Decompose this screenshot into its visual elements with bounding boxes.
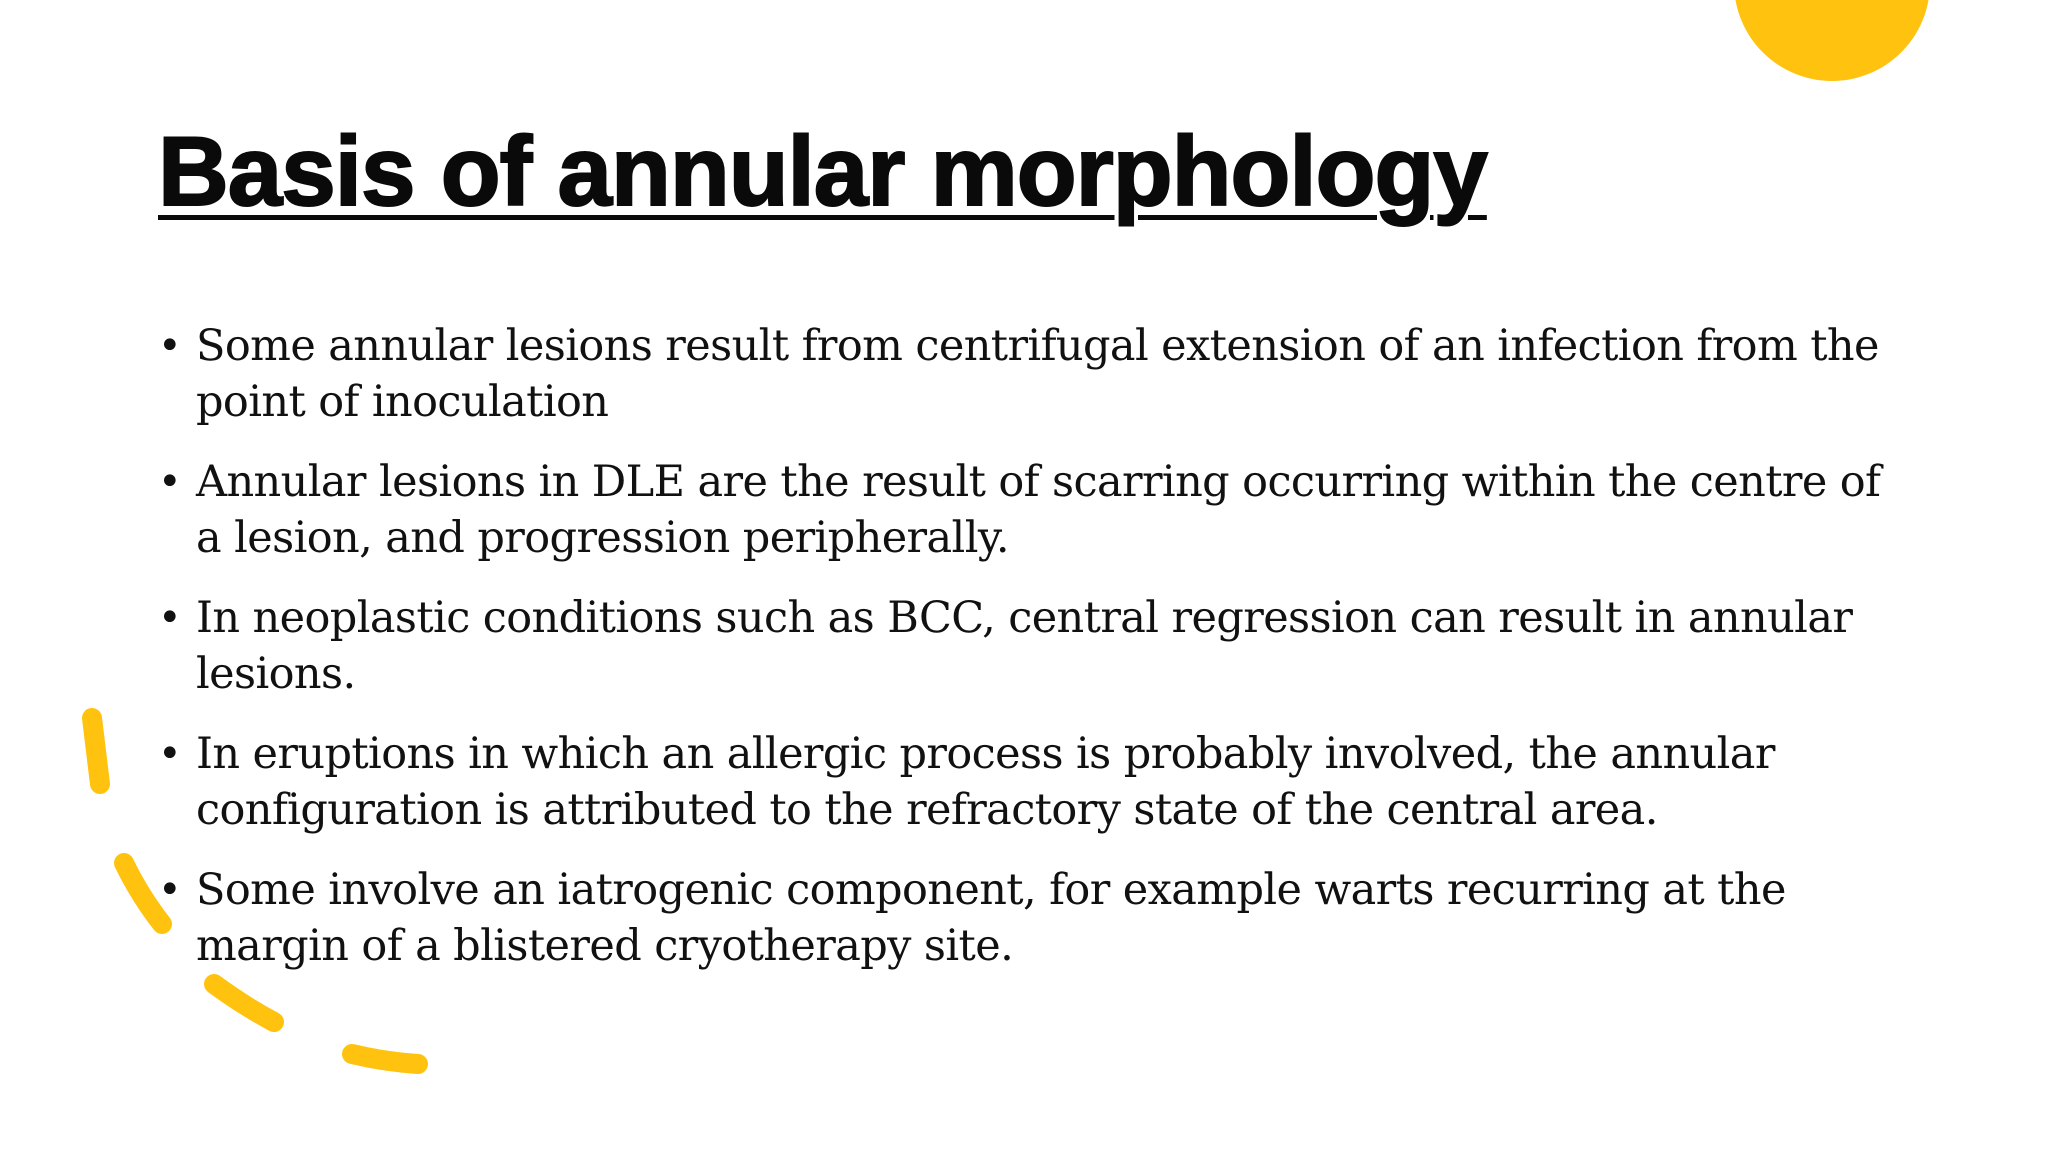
bullet-item — [158, 862, 1918, 974]
bullet-text: In eruptions in which an allergic process is probably involved, the annular configuration is attributed to the refractory state of the central area. — [196, 729, 1775, 835]
bullet-item — [158, 454, 1918, 566]
bullet-text: Annular lesions in DLE are the result of scarring occurring within the centre of a lesion, and progression peripherally. — [196, 457, 1881, 563]
bullet-icon: • — [158, 459, 181, 505]
bullet-text: Some annular lesions result from centrifugal extension of an infection from the point of inoculation — [196, 321, 1879, 427]
bullet-icon: • — [158, 323, 181, 369]
accent-dash-4 — [352, 1054, 418, 1064]
bullet-item — [158, 318, 1918, 430]
bullet-list — [158, 318, 1918, 998]
accent-dash-2 — [124, 863, 162, 924]
bullet-icon: • — [158, 595, 181, 641]
bullet-icon: • — [158, 731, 181, 777]
bullet-item — [158, 726, 1918, 838]
bullet-item — [158, 590, 1918, 702]
bullet-text: In neoplastic conditions such as BCC, central regression can result in annular lesions. — [196, 593, 1853, 699]
bullet-text: Some involve an iatrogenic component, for example warts recurring at the margin of a blistered cryotherapy site. — [196, 865, 1786, 971]
bullet-icon: • — [158, 867, 181, 913]
slide-title: Basis of annular morphology — [158, 116, 1487, 226]
accent-circle — [1734, 0, 1930, 81]
accent-dash-1 — [92, 718, 100, 784]
